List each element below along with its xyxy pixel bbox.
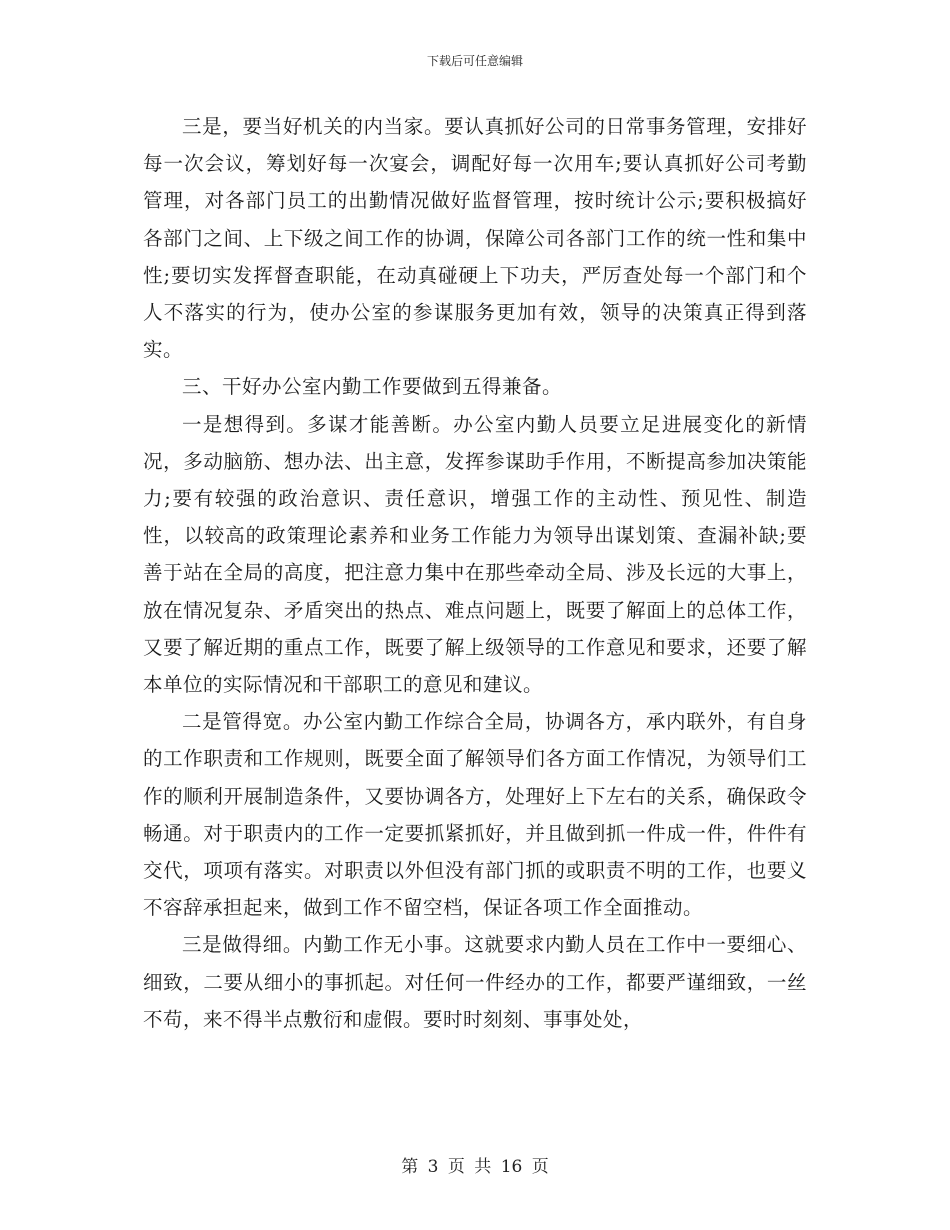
paragraph: 一是想得到。多谋才能善断。办公室内勤人员要立足进展变化的新情况，多动脑筋、想办法、出主意，发挥参谋助手作用，不断提高参加决策能力;要有较强的政治意识、责任意识，增强工作的主动性、预见性、制造性，以较高的政策理论素养和业务工作能力为领导出谋划策、查漏补缺;要善于站在全局的高度，把注意力集中在那些牵动全局、涉及长远的大事上，放在情况复杂、矛盾突出的热点、难点问题上，既要了解面上的总体工作，又要了解近期的重点工作，既要了解上级领导的工作意见和要求，还要了解本单位的实际情况和干部职工的意见和建议。 [143,412,807,697]
document-body [143,108,807,1038]
section-heading: 三、干好办公室内勤工作要做到五得兼备。 [182,375,563,399]
page-number: 第 3 页 共 16 页 [401,1157,549,1177]
paragraph: 三是做得细。内勤工作无小事。这就要求内勤人员在工作中一要细心、细致，二要从细小的事抓起。对任何一件经办的工作，都要严谨细致，一丝不苟，来不得半点敷衍和虚假。要时时刻刻、事事处处， [143,933,807,1031]
paragraph: 三是，要当好机关的内当家。要认真抓好公司的日常事务管理，安排好每一次会议，筹划好每一次宴会，调配好每一次用车;要认真抓好公司考勤管理，对各部门员工的出勤情况做好监督管理，按时统计公示;要积极搞好各部门之间、上下级之间工作的协调，保障公司各部门工作的统一性和集中性;要切实发挥督查职能，在动真碰硬上下功夫，严厉查处每一个部门和个人不落实的行为，使办公室的参谋服务更加有效，领导的决策真正得到落实。 [143,115,807,362]
paragraph: 二是管得宽。办公室内勤工作综合全局，协调各方，承内联外，有自身的工作职责和工作规则，既要全面了解领导们各方面工作情况，为领导们工作的顺利开展制造条件，又要协调各方，处理好上下左右的关系，确保政令畅通。对于职责内的工作一定要抓紧抓好，并且做到抓一件成一件，件件有交代，项项有落实。对职责以外但没有部门抓的或职责不明的工作，也要义不容辞承担起来，做到工作不留空档，保证各项工作全面推动。 [143,710,807,920]
page-header-note: 下载后可任意编辑 [426,54,523,68]
